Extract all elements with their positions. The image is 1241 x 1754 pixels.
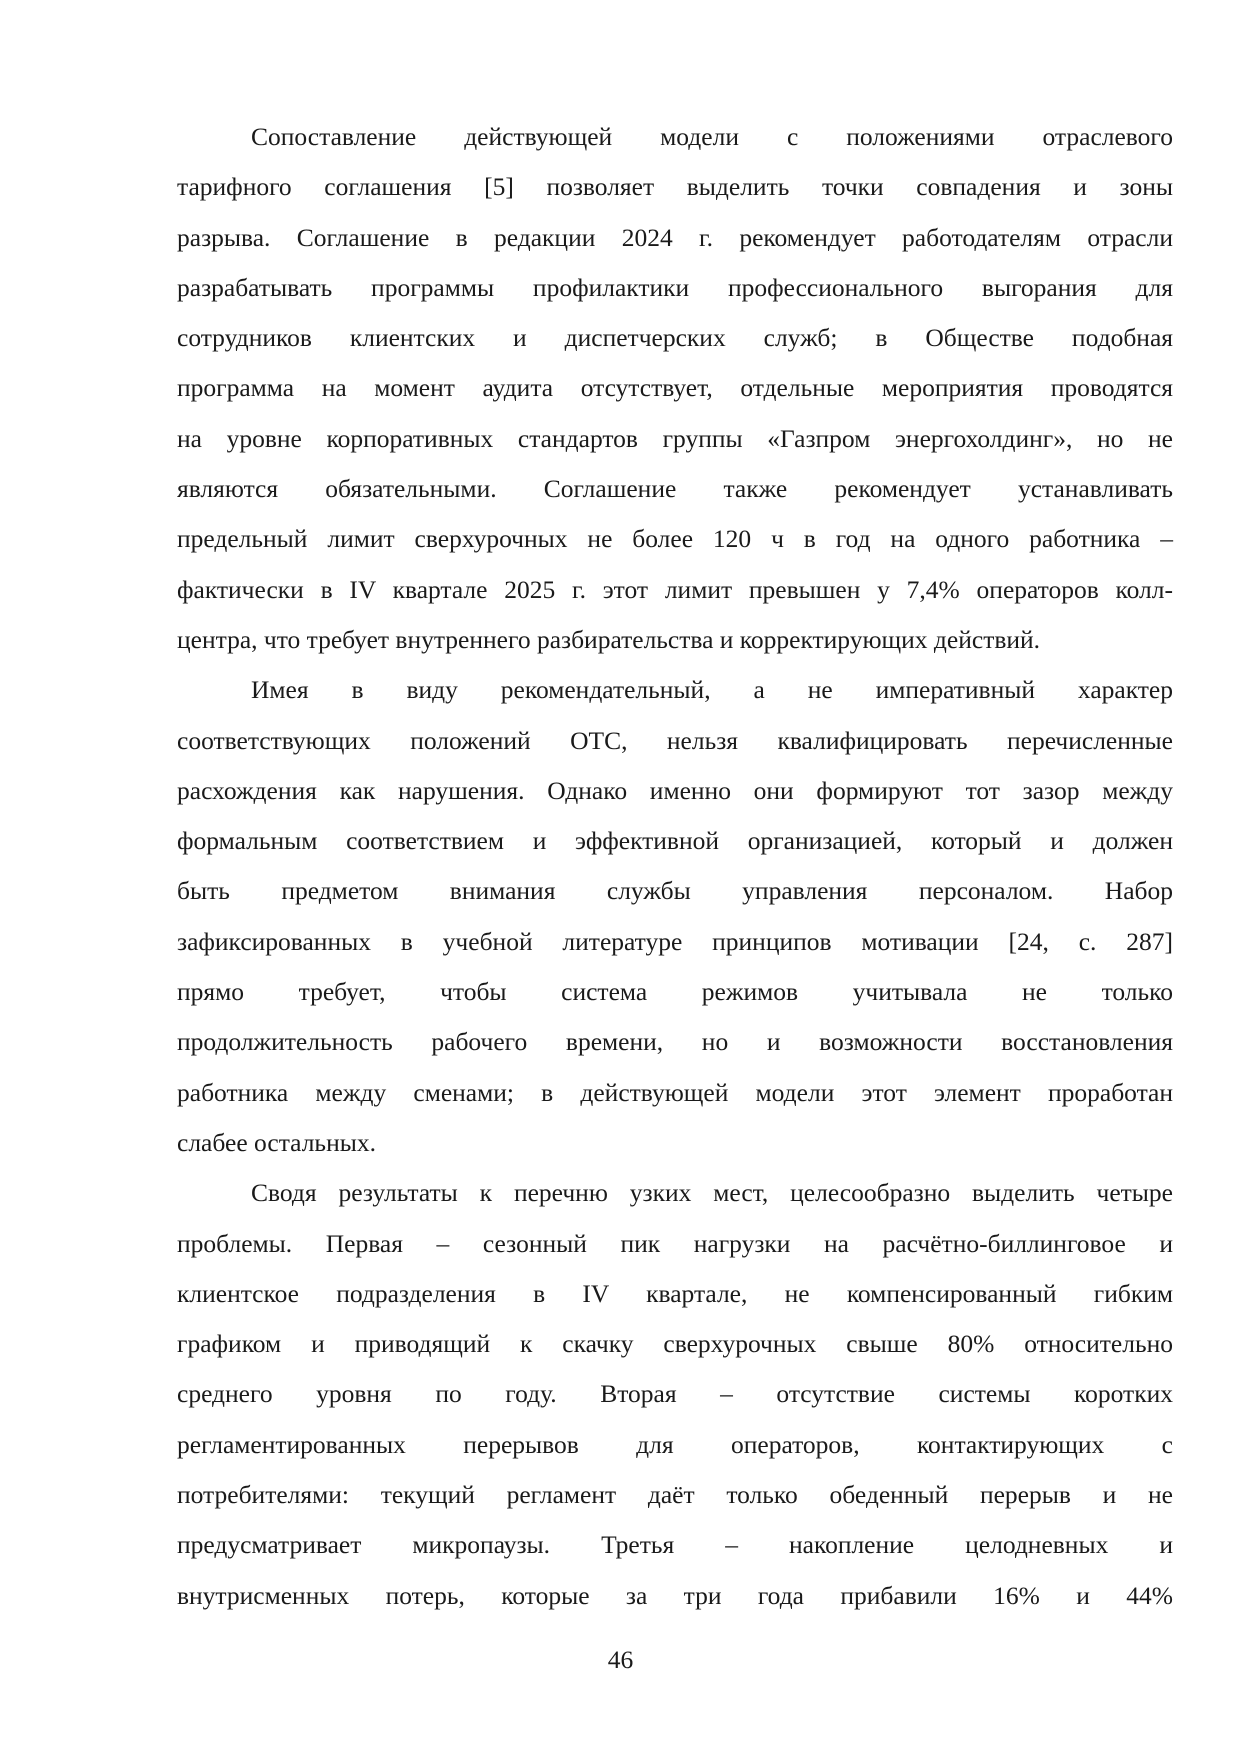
paragraph-3 <box>177 1168 1173 1621</box>
text-line: расхождения как нарушения. Однако именно они формируют тот зазор между <box>177 775 1173 805</box>
text-line: фактически в IV квартале 2025 г. этот лимит превышен у 7,4% операторов колл- <box>177 574 1173 604</box>
text-line: продолжительность рабочего времени, но и возможности восстановления <box>177 1027 1173 1057</box>
text-line: Сопоставление действующей модели с положениями отраслевого <box>251 122 1173 151</box>
text-line: графиком и приводящий к скачку сверхурочных свыше 80% относительно <box>177 1329 1173 1359</box>
text-line: слабее остальных. <box>177 1127 376 1157</box>
text-line: клиентское подразделения в IV квартале, не компенсированный гибким <box>177 1278 1173 1308</box>
body-text <box>177 112 1173 1621</box>
text-line: работника между сменами; в действующей модели этот элемент проработан <box>177 1077 1173 1107</box>
page-number: 46 <box>607 1645 634 1674</box>
text-line: Сводя результаты к перечню узких мест, целесообразно выделить четыре <box>251 1178 1173 1208</box>
text-line: центра, что требует внутреннего разбирательства и корректирующих действий. <box>177 624 1041 654</box>
text-line: формальным соответствием и эффективной организацией, который и должен <box>177 826 1173 856</box>
text-line: Имея в виду рекомендательный, а не императивный характер <box>251 675 1173 705</box>
text-line: прямо требует, чтобы система режимов учитывала не только <box>177 977 1173 1007</box>
text-line: предусматривает микропаузы. Третья – накопление целодневных и <box>177 1530 1173 1560</box>
text-line: потребителями: текущий регламент даёт только обеденный перерыв и не <box>177 1480 1173 1510</box>
text-line: разрабатывать программы профилактики профессионального выгорания для <box>177 272 1173 302</box>
text-line: быть предметом внимания службы управления персоналом. Набор <box>177 876 1173 906</box>
text-line: являются обязательными. Соглашение также рекомендует устанавливать <box>177 474 1173 504</box>
paragraph-2 <box>177 665 1173 1168</box>
text-line: внутрисменных потерь, которые за три года прибавили 16% и 44% <box>177 1580 1173 1610</box>
text-line: программа на момент аудита отсутствует, отдельные мероприятия проводятся <box>177 373 1173 403</box>
text-line: регламентированных перерывов для операторов, контактирующих с <box>177 1429 1173 1459</box>
text-line: зафиксированных в учебной литературе принципов мотивации [24, с. 287] <box>177 926 1173 956</box>
text-line: соответствующих положений ОТС, нельзя квалифицировать перечисленные <box>177 725 1173 755</box>
paragraph-1 <box>177 112 1173 665</box>
text-line: предельный лимит сверхурочных не более 120 ч в год на одного работника – <box>177 524 1173 554</box>
text-line: на уровне корпоративных стандартов группы «Газпром энергохолдинг», но не <box>177 423 1173 453</box>
text-line: тарифного соглашения [5] позволяет выделить точки совпадения и зоны <box>177 172 1173 202</box>
text-line: среднего уровня по году. Вторая – отсутствие системы коротких <box>177 1379 1173 1409</box>
text-line: сотрудников клиентских и диспетчерских служб; в Обществе подобная <box>177 323 1173 353</box>
text-line: проблемы. Первая – сезонный пик нагрузки на расчётно-биллинговое и <box>177 1228 1173 1258</box>
text-line: разрыва. Соглашение в редакции 2024 г. рекомендует работодателям отрасли <box>177 222 1173 252</box>
